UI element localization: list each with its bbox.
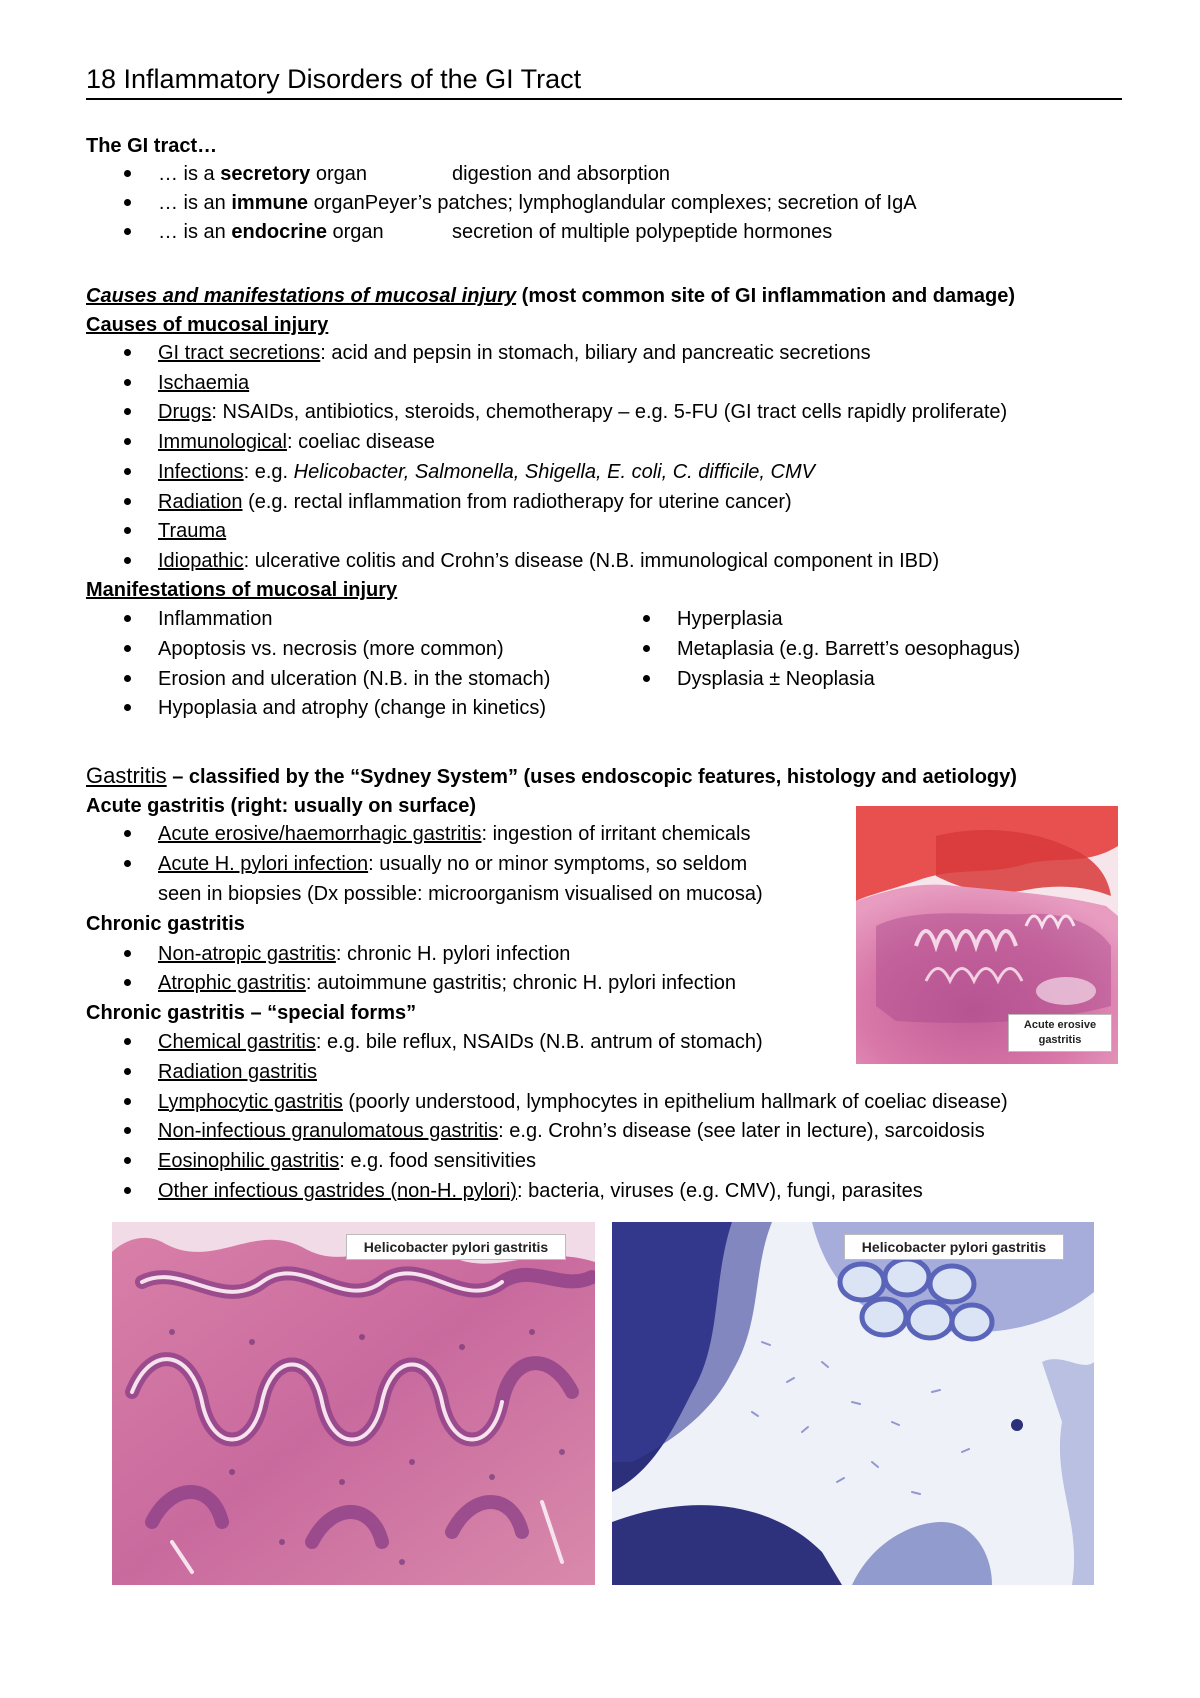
bullet-icon xyxy=(124,1038,131,1045)
list-item: Ischaemia xyxy=(158,372,250,394)
bullet-icon xyxy=(124,979,131,986)
list-item-detail: secretion of multiple polypeptide hormones xyxy=(452,221,833,243)
list-item: Trauma xyxy=(158,520,227,542)
chronic-gastritis-heading: Chronic gastritis xyxy=(86,913,245,935)
list-item: Non-infectious granulomatous gastritis: e.g. Crohn’s disease (see later in lecture), sarcoidosis xyxy=(158,1120,985,1142)
manifestations-heading: Manifestations of mucosal injury xyxy=(86,579,398,601)
list-item-continuation: seen in biopsies (Dx possible: microorganism visualised on mucosa) xyxy=(158,883,763,905)
gastritis-heading: Gastritis – classified by the “Sydney System” (uses endoscopic features, histology and aetiology) xyxy=(86,763,1017,788)
bullet-icon xyxy=(124,860,131,867)
list-item: Erosion and ulceration (N.B. in the stomach) xyxy=(158,668,551,690)
list-item: Radiation (e.g. rectal inflammation from radiotherapy for uterine cancer) xyxy=(158,491,792,513)
bullet-icon xyxy=(124,704,131,711)
list-item: Eosinophilic gastritis: e.g. food sensitivities xyxy=(158,1150,536,1172)
list-item: Drugs: NSAIDs, antibiotics, steroids, chemotherapy – e.g. 5-FU (GI tract cells rapidly proliferate) xyxy=(158,401,1008,423)
bullet-icon xyxy=(124,675,131,682)
image-caption: Helicobacter pylori gastritis xyxy=(346,1234,566,1260)
list-item: Immunological: coeliac disease xyxy=(158,431,435,453)
list-item: Chemical gastritis: e.g. bile reflux, NSAIDs (N.B. antrum of stomach) xyxy=(158,1031,763,1053)
bullet-icon xyxy=(124,1187,131,1194)
list-item: … is a secretory organ xyxy=(158,163,368,185)
bullet-icon xyxy=(124,379,131,386)
page-title: 18 Inflammatory Disorders of the GI Tract xyxy=(86,62,1122,100)
image-caption: Helicobacter pylori gastritis xyxy=(844,1234,1064,1260)
image-caption: Acute erosive gastritis xyxy=(1008,1014,1112,1052)
bullet-icon xyxy=(124,228,131,235)
bullet-icon xyxy=(643,615,650,622)
list-item: Hypoplasia and atrophy (change in kinetics) xyxy=(158,697,546,719)
list-item: Other infectious gastrides (non-H. pylori): bacteria, viruses (e.g. CMV), fungi, parasites xyxy=(158,1180,923,1202)
bullet-icon xyxy=(124,349,131,356)
list-item-detail: digestion and absorption xyxy=(452,163,670,185)
bullet-icon xyxy=(124,1127,131,1134)
list-item: Idiopathic: ulcerative colitis and Crohn’s disease (N.B. immunological component in IBD) xyxy=(158,550,940,572)
bullet-icon xyxy=(643,645,650,652)
list-item: Radiation gastritis xyxy=(158,1061,317,1083)
bullet-icon xyxy=(124,1098,131,1105)
list-item: Apoptosis vs. necrosis (more common) xyxy=(158,638,504,660)
list-item: Acute erosive/haemorrhagic gastritis: ingestion of irritant chemicals xyxy=(158,823,751,845)
bullet-icon xyxy=(124,498,131,505)
list-item: … is an endocrine organ xyxy=(158,221,384,243)
list-item: Hyperplasia xyxy=(677,608,783,630)
hpylori-giemsa-image xyxy=(612,1222,1094,1585)
acute-gastritis-heading: Acute gastritis (right: usually on surface) xyxy=(86,795,477,817)
list-item: Atrophic gastritis: autoimmune gastritis; chronic H. pylori infection xyxy=(158,972,737,994)
acute-erosive-gastritis-image xyxy=(856,806,1118,1064)
bullet-icon xyxy=(643,675,650,682)
bullet-icon xyxy=(124,615,131,622)
bullet-icon xyxy=(124,1068,131,1075)
bullet-icon xyxy=(124,170,131,177)
list-item: Lymphocytic gastritis (poorly understood, lymphocytes in epithelium hallmark of coeliac disease) xyxy=(158,1091,1008,1113)
bullet-icon xyxy=(124,199,131,206)
list-item: Metaplasia (e.g. Barrett’s oesophagus) xyxy=(677,638,1021,660)
bullet-icon xyxy=(124,438,131,445)
bullet-icon xyxy=(124,1157,131,1164)
causes-heading: Causes of mucosal injury xyxy=(86,314,329,336)
list-item: … is an immune organPeyer’s patches; lymphoglandular complexes; secretion of IgA xyxy=(158,192,917,214)
bullet-icon xyxy=(124,468,131,475)
list-item: Infections: e.g. Helicobacter, Salmonella, Shigella, E. coli, C. difficile, CMV xyxy=(158,461,815,483)
hpylori-he-image xyxy=(112,1222,595,1585)
bullet-icon xyxy=(124,527,131,534)
list-item: Non-atropic gastritis: chronic H. pylori infection xyxy=(158,943,571,965)
list-item: Acute H. pylori infection: usually no or minor symptoms, so seldom xyxy=(158,853,748,875)
list-item: GI tract secretions: acid and pepsin in stomach, biliary and pancreatic secretions xyxy=(158,342,871,364)
bullet-icon xyxy=(124,557,131,564)
list-item: Inflammation xyxy=(158,608,273,630)
list-item: Dysplasia ± Neoplasia xyxy=(677,668,875,690)
mucosal-heading: Causes and manifestations of mucosal injury (most common site of GI inflammation and damage) xyxy=(86,285,1016,307)
bullet-icon xyxy=(124,830,131,837)
bullet-icon xyxy=(124,645,131,652)
bullet-icon xyxy=(124,950,131,957)
bullet-icon xyxy=(124,408,131,415)
gi-tract-heading: The GI tract… xyxy=(86,135,218,157)
special-forms-heading: Chronic gastritis – “special forms” xyxy=(86,1002,417,1024)
